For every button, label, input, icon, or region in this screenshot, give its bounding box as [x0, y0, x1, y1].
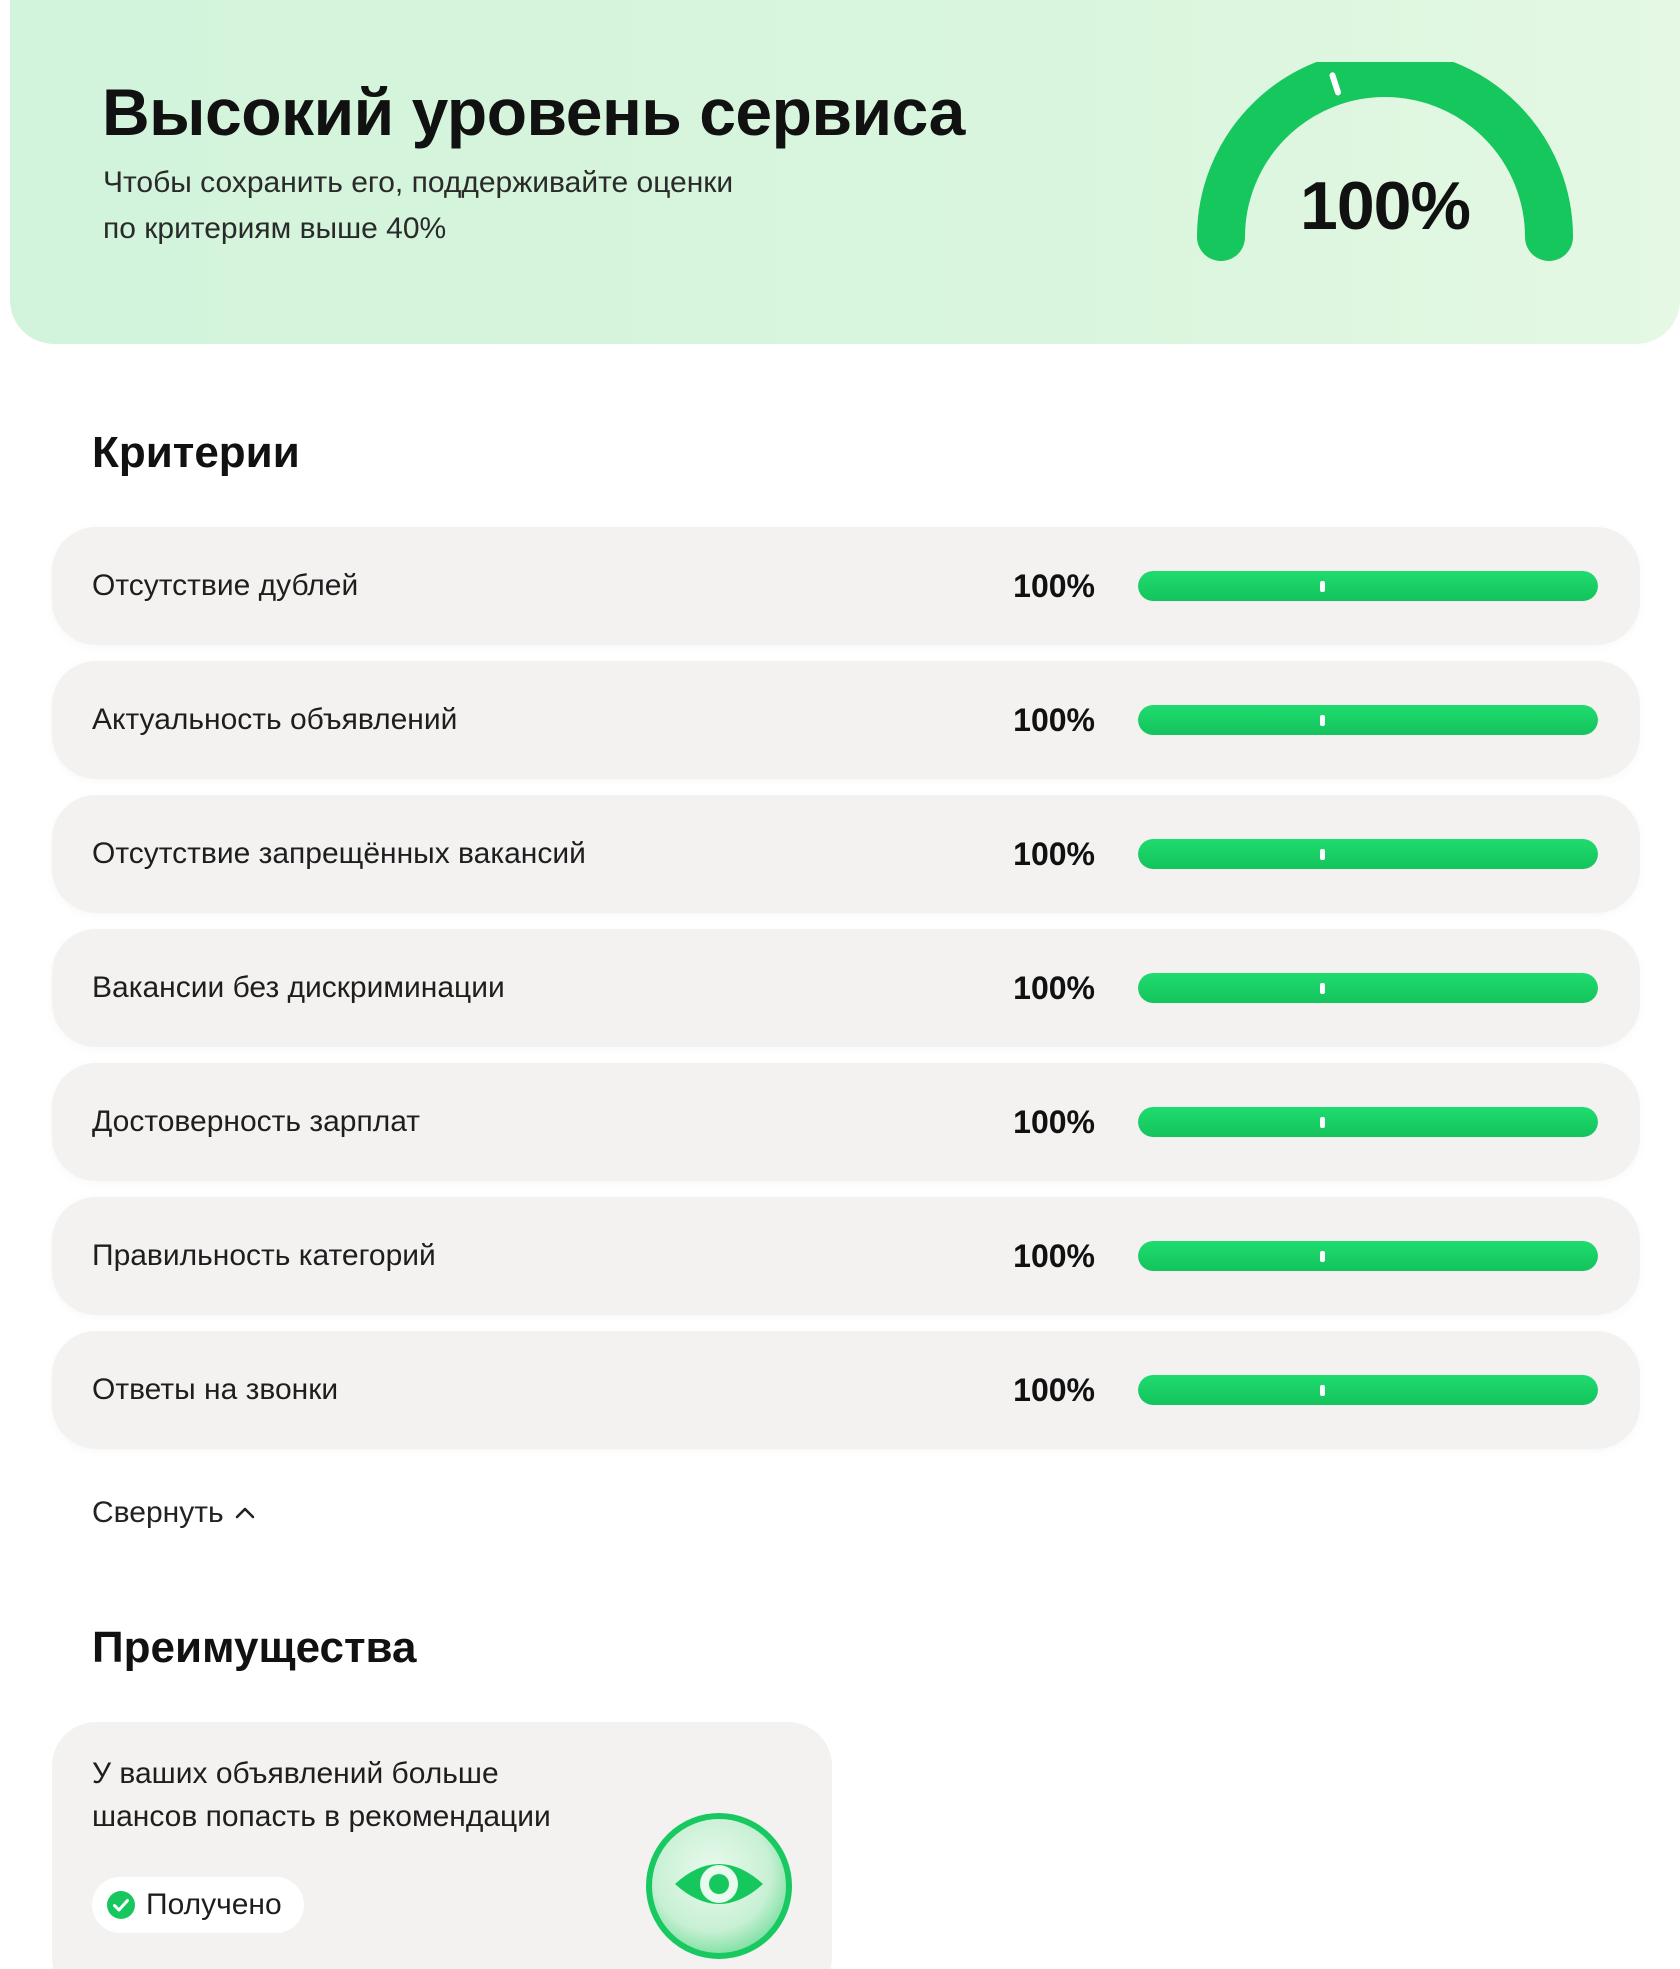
criterion-row [52, 1331, 1640, 1449]
chevron-up-icon [234, 1506, 256, 1520]
criterion-value: 100% [1013, 970, 1095, 1006]
criterion-label: Вакансии без дискриминации [92, 971, 505, 1004]
criterion-value: 100% [1013, 1104, 1095, 1140]
criterion-progress-fill [1138, 705, 1598, 735]
criterion-row [52, 1197, 1640, 1315]
criterion-value: 100% [1013, 836, 1095, 872]
collapse-button[interactable] [92, 1496, 256, 1530]
threshold-marker [1320, 715, 1325, 726]
criterion-label: Ответы на звонки [92, 1373, 339, 1406]
check-circle-icon [106, 1890, 136, 1920]
advantage-text-line-2: шансов попасть в рекомендации [92, 1800, 551, 1833]
criterion-label: Отсутствие запрещённых вакансий [92, 837, 586, 870]
subtitle-line-1: Чтобы сохранить его, поддерживайте оценки [103, 166, 734, 199]
criterion-row [52, 1063, 1640, 1181]
criterion-label: Правильность категорий [92, 1239, 436, 1272]
threshold-marker [1320, 1385, 1325, 1396]
status-badge [92, 1877, 304, 1933]
criterion-row [52, 929, 1640, 1047]
criterion-progress-bar [1138, 1241, 1598, 1271]
criterion-label: Отсутствие дублей [92, 569, 359, 602]
service-level-banner [10, 0, 1680, 344]
criterion-value: 100% [1013, 1238, 1095, 1274]
collapse-label: Свернуть [92, 1496, 224, 1529]
criteria-list [52, 527, 1640, 1465]
criterion-progress-bar [1138, 839, 1598, 869]
criterion-value: 100% [1013, 702, 1095, 738]
criterion-value: 100% [1013, 568, 1095, 604]
criterion-progress-bar [1138, 1107, 1598, 1137]
advantage-text-line-1: У ваших объявлений больше [92, 1757, 499, 1790]
threshold-marker [1320, 1117, 1325, 1128]
criterion-progress-bar [1138, 973, 1598, 1003]
criterion-progress-bar [1138, 1375, 1598, 1405]
criterion-label: Актуальность объявлений [92, 703, 458, 736]
gauge-value: 100% [1300, 168, 1470, 244]
criterion-progress-fill [1138, 973, 1598, 1003]
threshold-marker [1320, 983, 1325, 994]
criterion-progress-fill [1138, 571, 1598, 601]
subtitle-line-2: по критериям выше 40% [103, 212, 447, 245]
status-label: Получено [146, 1888, 282, 1921]
threshold-marker [1320, 849, 1325, 860]
page-title: Высокий уровень сервиса [102, 75, 965, 149]
criteria-heading: Критерии [92, 428, 300, 477]
advantage-card [52, 1722, 832, 1969]
criterion-progress-fill [1138, 1107, 1598, 1137]
threshold-marker [1320, 581, 1325, 592]
criterion-row [52, 795, 1640, 913]
criterion-progress-fill [1138, 1241, 1598, 1271]
threshold-marker [1320, 1251, 1325, 1262]
criterion-progress-bar [1138, 571, 1598, 601]
criterion-progress-fill [1138, 839, 1598, 869]
banner-subtitle [103, 160, 863, 252]
criterion-label: Достоверность зарплат [92, 1105, 420, 1138]
criterion-row [52, 661, 1640, 779]
criterion-progress-bar [1138, 705, 1598, 735]
advantages-heading: Преимущества [92, 1623, 417, 1672]
advantage-description [92, 1752, 652, 1838]
service-score-gauge [1195, 62, 1575, 262]
criterion-row [52, 527, 1640, 645]
criterion-value: 100% [1013, 1372, 1095, 1408]
eye-icon [645, 1812, 793, 1960]
criterion-progress-fill [1138, 1375, 1598, 1405]
